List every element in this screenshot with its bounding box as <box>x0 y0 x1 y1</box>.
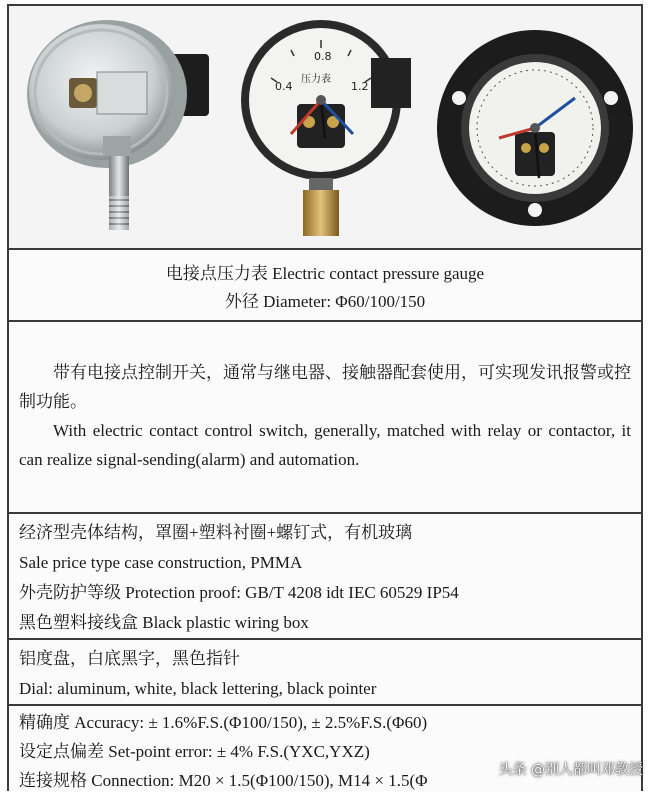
wiring-box: 黑色塑料接线盒 Black plastic wiring box <box>19 613 309 632</box>
connection-spec: 连接规格 Connection: M20 × 1.5(Φ100/150), M14 × 1.5(Φ <box>19 771 428 790</box>
svg-text:1.2: 1.2 <box>351 80 369 93</box>
accuracy-spec: 精确度 Accuracy: ± 1.6%F.S.(Φ100/150), ± 2.5%F.S.(Φ60) <box>19 713 428 732</box>
protection-proof: 外壳防护等级 Protection proof: GB/T 4208 idt IEC 60529 IP54 <box>19 583 459 602</box>
dial-cn: 铝度盘，白底黑字，黑色指针 <box>19 649 240 668</box>
dial-block <box>9 640 641 706</box>
description-chinese: 带有电接点控制开关，通常与继电器、接触器配套使用，可实现发讯报警或控制功能。 <box>19 363 631 411</box>
pressure-gauge-front-view-icon <box>231 18 421 243</box>
svg-text:0.8: 0.8 <box>314 50 332 63</box>
case-construction-block <box>9 514 641 640</box>
dial-en: Dial: aluminum, white, black lettering, black pointer <box>19 679 377 698</box>
accuracy-spec-block <box>9 706 641 793</box>
product-title: 电接点压力表 Electric contact pressure gauge <box>165 264 485 283</box>
set-point-error: 设定点偏差 Set-point error: ± 4% F.S.(YXC,YXZ) <box>19 742 370 761</box>
diameter-spec: 外径 Diameter: Φ60/100/150 <box>224 292 426 311</box>
description-block <box>9 322 641 514</box>
case-structure-en: Sale price type case construction, PMMA <box>19 553 303 572</box>
case-structure-cn: 经济型壳体结构，罩圈+塑料衬圈+螺钉式，有机玻璃 <box>19 523 413 542</box>
product-title-block <box>9 250 641 322</box>
pressure-gauge-side-view-icon <box>17 16 217 241</box>
spec-sheet <box>7 4 643 791</box>
svg-text:压力表: 压力表 <box>301 74 331 85</box>
product-photos-row <box>9 6 641 250</box>
pressure-gauge-flange-view-icon <box>433 28 637 228</box>
description-english: With electric contact control switch, generally, matched with relay or contactor, it can realize signal-sending(alarm) and automation. <box>19 421 631 469</box>
svg-text:0.4: 0.4 <box>275 80 293 93</box>
watermark: 头条 @别人都叫邓教授 <box>498 762 643 778</box>
